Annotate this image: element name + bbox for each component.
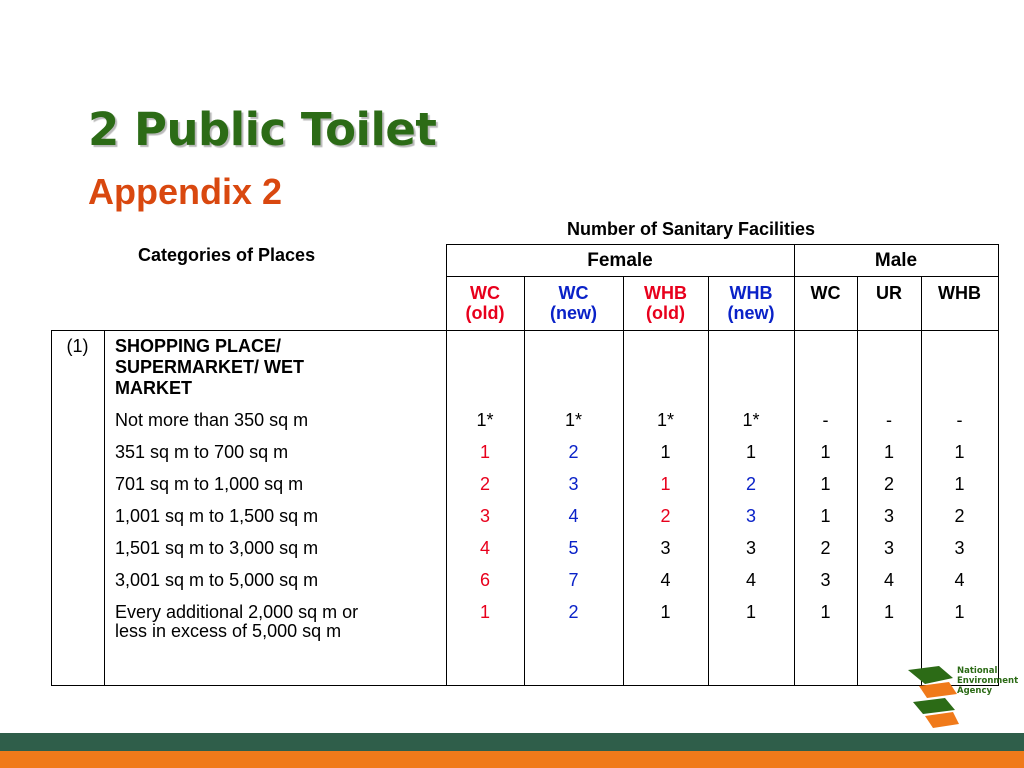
table-cell: 3 — [954, 538, 965, 558]
column-header-line2: (old) — [646, 303, 685, 323]
column-header-line1: WHB — [938, 283, 981, 303]
table-cell: 1* — [742, 410, 760, 430]
row-label: Every additional 2,000 sq m or — [115, 602, 359, 622]
table-cell: 4 — [745, 570, 756, 590]
column-header — [857, 283, 921, 303]
table-cell: 1 — [954, 474, 965, 494]
footer-orange-band — [0, 751, 1024, 768]
table-cell: 3 — [883, 538, 894, 558]
slide-title: 2 Public Toilet — [88, 103, 437, 156]
male-header: Male — [874, 250, 918, 271]
table-cell: 3 — [745, 538, 756, 558]
table-cell: 1 — [820, 506, 831, 526]
table-border — [446, 244, 999, 245]
nea-logo-mark-icon — [905, 664, 961, 732]
table-border — [446, 276, 999, 277]
table-cell: 6 — [479, 570, 490, 590]
table-cell: 3 — [660, 538, 671, 558]
table-cell: 3 — [568, 474, 579, 494]
table-cell: 2 — [745, 474, 756, 494]
column-header-line1: UR — [876, 283, 902, 303]
row-label-continued: less in excess of 5,000 sq m — [115, 621, 342, 641]
table-cell: 7 — [568, 570, 579, 590]
table-cell: 3 — [883, 506, 894, 526]
column-header-line1: WC — [470, 283, 500, 303]
table-cell: 1* — [476, 410, 494, 430]
section-number: (1) — [66, 336, 89, 356]
row-label: Not more than 350 sq m — [115, 410, 309, 430]
table-cell: 1 — [660, 602, 671, 622]
table-cell: 1 — [660, 474, 671, 494]
row-label: 1,501 sq m to 3,000 sq m — [115, 538, 319, 558]
column-header-line2: (new) — [727, 303, 775, 323]
table-cell: 2 — [820, 538, 831, 558]
table-cell: 2 — [479, 474, 490, 494]
table-cell: 5 — [568, 538, 579, 558]
column-header — [708, 283, 794, 323]
row-label: 701 sq m to 1,000 sq m — [115, 474, 304, 494]
category-header: Categories of Places — [138, 245, 316, 265]
column-header-line1: WC — [810, 283, 841, 303]
table-cell: 4 — [883, 570, 894, 590]
table-cell: 1 — [479, 442, 490, 462]
section-title-line3: MARKET — [115, 378, 192, 398]
table-cell: 4 — [660, 570, 671, 590]
section-title-line1: SHOPPING PLACE/ — [115, 336, 282, 356]
table-cell: 4 — [954, 570, 965, 590]
table-cell: 1 — [883, 442, 894, 462]
table-cell: 1 — [745, 442, 756, 462]
column-header-line1: WHB — [644, 283, 687, 303]
table-cell: 2 — [954, 506, 965, 526]
column-header — [623, 283, 708, 323]
column-header — [921, 283, 998, 303]
table-top-header: Number of Sanitary Facilities — [567, 219, 816, 239]
table-cell: 1* — [564, 410, 582, 430]
column-header-line2: (old) — [465, 303, 505, 323]
row-label: 351 sq m to 700 sq m — [115, 442, 289, 462]
column-header — [794, 283, 857, 303]
column-header — [524, 283, 623, 323]
table-cell: 1 — [820, 474, 831, 494]
table-border — [51, 330, 52, 686]
table-cell: 1 — [820, 442, 831, 462]
table-cell: 1* — [656, 410, 674, 430]
table-cell: 1 — [883, 602, 894, 622]
section-title-line2: SUPERMARKET/ WET — [115, 357, 304, 377]
table-cell: 4 — [568, 506, 579, 526]
table-cell: - — [822, 410, 829, 430]
slide-subtitle: Appendix 2 — [88, 171, 283, 212]
table-border — [998, 244, 999, 686]
logo-line1: National — [957, 666, 998, 676]
female-header: Female — [587, 250, 653, 271]
table-cell: 2 — [568, 442, 579, 462]
table-cell: 3 — [479, 506, 490, 526]
table-cell: 3 — [820, 570, 831, 590]
table-cell: 2 — [660, 506, 671, 526]
table-border — [104, 330, 105, 686]
column-header-line1: WHB — [729, 283, 773, 303]
column-header-line1: WC — [558, 283, 589, 303]
row-label: 3,001 sq m to 5,000 sq m — [115, 570, 319, 590]
column-header — [446, 283, 524, 323]
table-cell: 3 — [745, 506, 756, 526]
footer-green-band — [0, 733, 1024, 751]
nea-logo — [905, 664, 1024, 732]
table-cell: 1 — [820, 602, 831, 622]
table-cell: 2 — [568, 602, 579, 622]
table-cell: - — [886, 410, 892, 430]
column-header-line2: (new) — [550, 303, 597, 323]
table-cell: 1 — [954, 442, 965, 462]
logo-line3: Agency — [957, 686, 993, 696]
row-label: 1,001 sq m to 1,500 sq m — [115, 506, 319, 526]
table-cell: 1 — [745, 602, 756, 622]
table-cell: - — [956, 410, 963, 430]
table-cell: 4 — [479, 538, 490, 558]
table-cell: 1 — [479, 602, 490, 622]
logo-line2: Environment — [957, 676, 1019, 686]
table-cell: 1 — [660, 442, 671, 462]
table-cell: 2 — [883, 474, 894, 494]
table-cell: 1 — [954, 602, 965, 622]
